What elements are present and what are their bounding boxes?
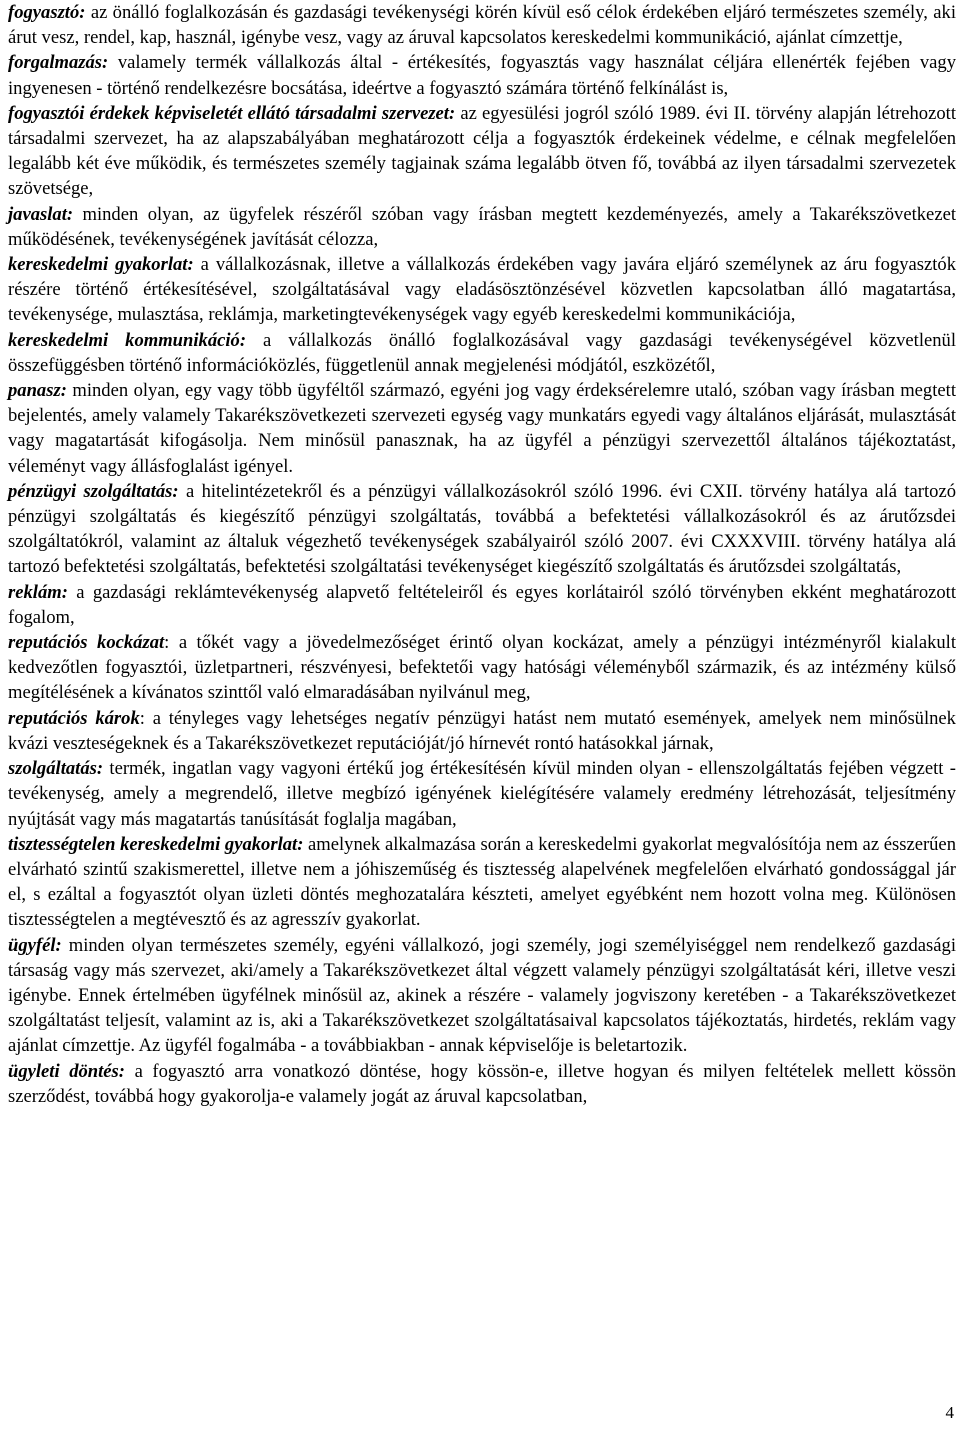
definition-text: valamely termék vállalkozás által - értékesítés, fogyasztás vagy használat céljára ellenérték fejében vagy ingyenesen - történő rendelkezésre bocsátása, ideértve a fogyasztó számára történő felkínálást is,: [8, 52, 956, 99]
definition-term: kereskedelmi gyakorlat:: [8, 254, 194, 276]
definition-term: szolgáltatás:: [8, 758, 104, 780]
definition-text: az egyesülési jogról szóló 1989. évi II. törvény alapján létrehozott társadalmi szervezet, ha az alapszabályában meghatározott célja a fogyasztók érdekeinek védelme, e célnak megfelelően legalább két éve működik, és természetes személy tagjainak száma legalább ötven fő, továbbá az ilyen társadalmi szervezetek szövetsége,: [8, 102, 956, 200]
definition-text: a gazdasági reklámtevékenység alapvető feltételeiről és egyes korlátairól szóló törvényben ekként meghatározott fogalom,: [8, 581, 956, 628]
definition-ugyleti-dontes: [8, 1059, 956, 1109]
definition-term: reputációs károk: [8, 707, 140, 729]
definition-term: javaslat:: [8, 203, 74, 225]
definition-term: panasz:: [8, 380, 67, 402]
definition-szolgaltatas: [8, 756, 956, 832]
page-number: 4: [945, 1403, 954, 1422]
definition-penzugyi-szolgaltatas: [8, 479, 956, 580]
definition-text: a vállalkozás önálló foglalkozásával vagy gazdasági tevékenységével közvetlenül összefüggésben történő információközlés, függetlenül annak megjelenési módjától, eszközétől,: [8, 329, 957, 376]
definition-forgalmazas: [8, 50, 956, 100]
definition-ugyfel: [8, 933, 956, 1059]
definition-reputacios-kockazat: [8, 630, 956, 706]
definition-text: a vállalkozásnak, illetve a vállalkozás érdekében vagy javára eljáró személynek az áru fogyasztók részére történő értékesítésével, szolgáltatásával vagy eladásösztönzésével közvetlen kapcsolatban álló magatartása, tevékenysége, mulasztása, reklámja, marketingtevékenységek vagy egyéb kereskedelmi kommunikációja,: [8, 254, 956, 326]
definition-text: termék, ingatlan vagy vagyoni értékű jog értékesítésén kívül minden olyan - ellenszolgáltatás fejében végzett - tevékenység, amely a megrendelő, illetve megbízó igényének kielégítésére valamely eredmény létrehozását, teljesítmény nyújtását vagy más magatartás tanúsítását foglalja magában,: [8, 758, 956, 830]
definition-term: kereskedelmi kommunikáció:: [8, 329, 247, 351]
definition-text: minden olyan, egy vagy több ügyféltől származó, egyéni jog vagy érdeksérelemre utaló, szóban vagy írásban megtett bejelentés, amely valamely Takarékszövetkezeti szervezeti egység vagy munkatárs egyedi vagy általános eljárását, mulasztását vagy magatartását kifogásolja. Nem minősül panasznak, ha az ügyfél a pénzügyi szervezettől általános tájékoztatást, véleményt vagy állásfoglalást igényel.: [8, 380, 956, 477]
definition-term: tisztességtelen kereskedelmi gyakorlat:: [8, 833, 304, 855]
definition-fogyasztoi-erdekek: [8, 101, 956, 202]
definition-text: : a tőkét vagy a jövedelmezőséget érintő olyan kockázat, amely a pénzügyi intézményről kialakult kedvezőtlen fogyasztói, üzletpartneri, részvényesi, befektetői vagy hatósági véleményből származik, és az intézmény külső megítélésének a kívánatos szinttől való elmaradásában nyilvánul meg,: [8, 632, 956, 704]
document-page: [8, 0, 956, 1109]
definition-term: fogyasztó:: [8, 2, 86, 23]
definition-reputacios-karok: [8, 706, 956, 756]
definition-text: : a tényleges vagy lehetséges negatív pénzügyi hatást nem mutató események, amelyek nem minősülnek kvázi veszteségeknek és a Takarékszövetkezet reputációját/jó hírnevét rontó hatásokkal járnak,: [8, 707, 956, 754]
definition-text: minden olyan, az ügyfelek részéről szóban vagy írásban megtett kezdeményezés, amely a Takarékszövetkezet működésének, tevékenységének javítását célozza,: [8, 203, 956, 250]
definition-kereskedelmi-kommunikacio: [8, 328, 956, 378]
definition-term: ügyleti döntés:: [8, 1060, 125, 1082]
definition-fogyaszto: [8, 0, 956, 50]
definition-term: reklám:: [8, 581, 68, 603]
definition-text: amelynek alkalmazása során a kereskedelmi gyakorlat megvalósítója nem az ésszerűen elvárható szintű szakismerettel, illetve nem a jóhiszeműség és tisztesség alapelvének megfelelően elvárható gondossággal jár el, s ezáltal a fogyasztót olyan üzleti döntés meghozatalára készteti, amelyet egyébként nem hozott volna meg. Különösen tisztességtelen a megtévesztő és az agresszív gyakorlat.: [8, 833, 956, 931]
definition-tisztessegtelen-gyakorlat: [8, 832, 956, 933]
definition-term: fogyasztói érdekek képviseletét ellátó társadalmi szervezet:: [8, 102, 456, 124]
definition-term: reputációs kockázat: [8, 632, 165, 654]
definition-term: pénzügyi szolgáltatás:: [8, 480, 179, 502]
definition-javaslat: [8, 202, 956, 252]
definition-text: minden olyan természetes személy, egyéni vállalkozó, jogi személy, jogi személyiséggel nem rendelkező gazdasági társaság vagy más szervezet, aki/amely a Takarékszövetkezet által végzett valamely pénzügyi szolgáltatását kéri, illetve veszi igénybe. Ennek értelmében ügyfélnek minősül az, akinek a részére - valamely jogviszony keretében - a Takarékszövetkezet szolgáltatást teljesít, valamint az is, aki a Takarékszövetkezet szolgáltatásaival kapcsolatos tájékoztatás, hirdetés, reklám vagy ajánlat címzettje. Az ügyfél fogalmába - a továbbiakban - annak képviselője is beletartozik.: [8, 934, 956, 1057]
definition-text: a hitelintézetekről és a pénzügyi vállalkozásokról szóló 1996. évi CXII. törvény hatálya alá tartozó pénzügyi szolgáltatás és kiegészítő pénzügyi szolgáltatás, továbbá a befektetési vállalkozásokról és az árutőzsdei szolgáltatókról, valamint az általuk végezhető tevékenységek szabályairól szóló 2007. évi CXXXVIII. törvény hatálya alá tartozó befektetési szolgáltatás, befektetési szolgáltatási tevékenységet kiegészítő szolgáltatás és árutőzsdei szolgáltatás,: [8, 480, 956, 578]
definition-text: az önálló foglalkozásán és gazdasági tevékenységi körén kívül eső célok érdekében eljáró természetes személy, aki árut vesz, rendel, kap, használ, igénybe vesz, vagy az áruval kapcsolatos kereskedelmi kommunikáció, ajánlat címzettje,: [8, 2, 956, 49]
definition-text: a fogyasztó arra vonatkozó döntése, hogy kössön-e, illetve hogyan és milyen feltételek mellett kössön szerződést, továbbá hogy gyakorolja-e valamely jogát az áruval kapcsolatban,: [8, 1060, 956, 1107]
definition-term: ügyfél:: [8, 934, 62, 956]
definition-reklam: [8, 580, 956, 630]
definition-panasz: [8, 378, 956, 479]
definition-term: forgalmazás:: [8, 52, 109, 74]
definition-kereskedelmi-gyakorlat: [8, 252, 956, 328]
